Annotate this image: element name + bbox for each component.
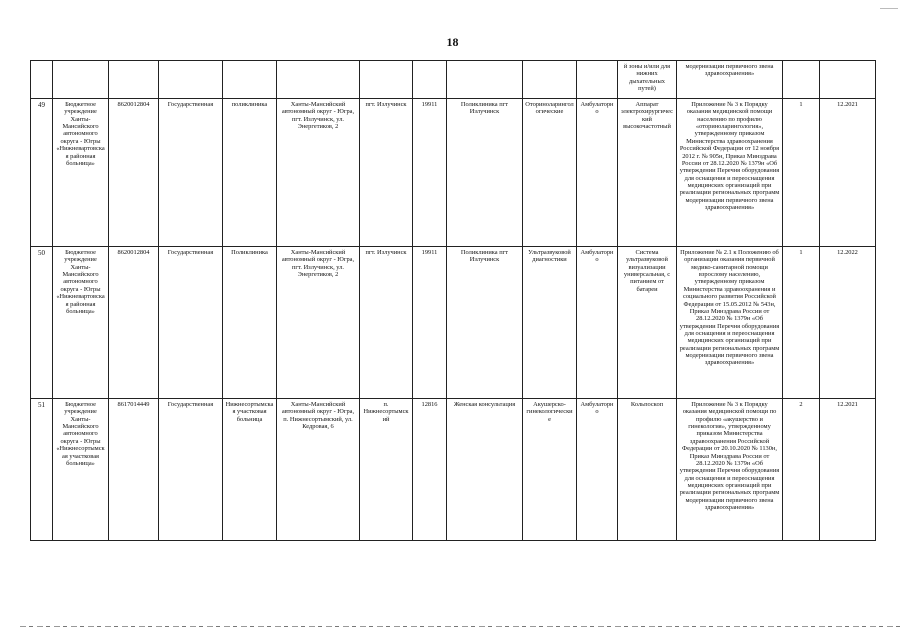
unit-type: Нижнесортымская участковая больница bbox=[223, 399, 277, 541]
locality: пгт. Излучинск bbox=[360, 247, 413, 399]
delivery-date: 12.2022 bbox=[820, 247, 876, 399]
row-number: 51 bbox=[31, 399, 53, 541]
ownership-form: Государственная bbox=[159, 247, 223, 399]
inn-code: 8620012804 bbox=[109, 99, 159, 247]
delivery-date: 12.2021 bbox=[820, 99, 876, 247]
row-number: 49 bbox=[31, 99, 53, 247]
regulatory-basis: Приложение № 2.1 к Положению об организации оказания первичной медико-санитарной помощи взрослому населению, утвержденному приказом Министерства здравоохранения и социального развития Российской Федерации от 15.05.2012 № 543н, Приказ Минздрава России от 28.12.2020 № 1379н «Об утверждении Перечня оборудования для оснащения и переоснащения медицинских организаций при реализации региональных программ модернизации первичного звена здравоохранения» bbox=[677, 247, 783, 399]
facility-name: Поликлиника пгт Излучинск bbox=[447, 247, 523, 399]
organization-name: Бюджетное учреждение Ханты-Мансийского автономного округа - Югры «Нижнесортымская участковая больница» bbox=[53, 399, 109, 541]
department: Акушерско-гинекологические bbox=[523, 399, 577, 541]
equipment-name: Кольпоскоп bbox=[618, 399, 677, 541]
scan-artifact bbox=[880, 8, 898, 9]
department: Оториноларингологические bbox=[523, 99, 577, 247]
continued-equipment-cell: й зоны и/или для нижних дыхательных путей) bbox=[618, 61, 677, 99]
continued-basis-cell: модернизации первичного звена здравоохранения» bbox=[677, 61, 783, 99]
department: Ультразвуковой диагностики bbox=[523, 247, 577, 399]
address: Ханты-Мансийский автономный округ - Югра, пгт. Излучинск, ул. Энергетиков, 2 bbox=[277, 247, 360, 399]
locality: пгт. Излучинск bbox=[360, 99, 413, 247]
table-row bbox=[31, 399, 876, 541]
table-row bbox=[31, 247, 876, 399]
equipment-name: Аппарат электрохирургический высокочастотный bbox=[618, 99, 677, 247]
locality-code: 19911 bbox=[413, 99, 447, 247]
regulatory-basis: Приложение № 3 к Порядку оказания медицинской помощи по профилю «акушерство и гинекология», утвержденному приказом Министерства здравоохранения Российской Федерации от 20.10.2020 № 1130н, Приказ Минздрава России от 28.12.2020 № 1379н «Об утверждении Перечня оборудования для оснащения и переоснащения медицинских организаций при реализации региональных программ модернизации первичного звена здравоохранения» bbox=[677, 399, 783, 541]
delivery-date: 12.2021 bbox=[820, 399, 876, 541]
table-continuation-row bbox=[31, 61, 876, 99]
address: Ханты-Мансийский автономный округ - Югра, пгт. Излучинск, ул. Энергетиков, 2 bbox=[277, 99, 360, 247]
organization-name: Бюджетное учреждение Ханты-Мансийского автономного округа - Югры «Нижневартовская районная больница» bbox=[53, 99, 109, 247]
row-number: 50 bbox=[31, 247, 53, 399]
quantity: 2 bbox=[783, 399, 820, 541]
care-form: Амбулаторно bbox=[577, 399, 618, 541]
facility-name: Женская консультация bbox=[447, 399, 523, 541]
facility-name: Поликлиника пгт Излучинск bbox=[447, 99, 523, 247]
scan-bottom-edge bbox=[20, 626, 900, 627]
address: Ханты-Мансийский автономный округ - Югра, п. Нижнесортымский, ул. Кедровая, 6 bbox=[277, 399, 360, 541]
unit-type: Поликлиника bbox=[223, 247, 277, 399]
table-row bbox=[31, 99, 876, 247]
page-number: 18 bbox=[446, 35, 459, 49]
unit-type: поликлиника bbox=[223, 99, 277, 247]
inn-code: 8617014449 bbox=[109, 399, 159, 541]
ownership-form: Государственная bbox=[159, 399, 223, 541]
quantity: 1 bbox=[783, 99, 820, 247]
inn-code: 8620012804 bbox=[109, 247, 159, 399]
regulatory-basis: Приложение № 3 к Порядку оказания медицинской помощи населению по профилю «оториноларингология», утвержденному приказом Министерства здравоохранения Российской Федерации от 12 ноября 2012 г. № 905н, Приказ Минздрава России от 28.12.2020 № 1379н «Об утверждении Перечня оборудования для оснащения и переоснащения медицинских организаций при реализации региональных программ модернизации первичного звена здравоохранения» bbox=[677, 99, 783, 247]
quantity: 1 bbox=[783, 247, 820, 399]
locality-code: 12816 bbox=[413, 399, 447, 541]
care-form: Амбулаторно bbox=[577, 247, 618, 399]
equipment-name: Система ультразвуковой визуализации универсальная, с питанием от батареи bbox=[618, 247, 677, 399]
ownership-form: Государственная bbox=[159, 99, 223, 247]
equipment-table bbox=[30, 60, 876, 541]
organization-name: Бюджетное учреждение Ханты-Мансийского автономного округа - Югры «Нижневартовская районная больница» bbox=[53, 247, 109, 399]
locality-code: 19911 bbox=[413, 247, 447, 399]
locality: п. Нижнесортымский bbox=[360, 399, 413, 541]
care-form: Амбулаторно bbox=[577, 99, 618, 247]
